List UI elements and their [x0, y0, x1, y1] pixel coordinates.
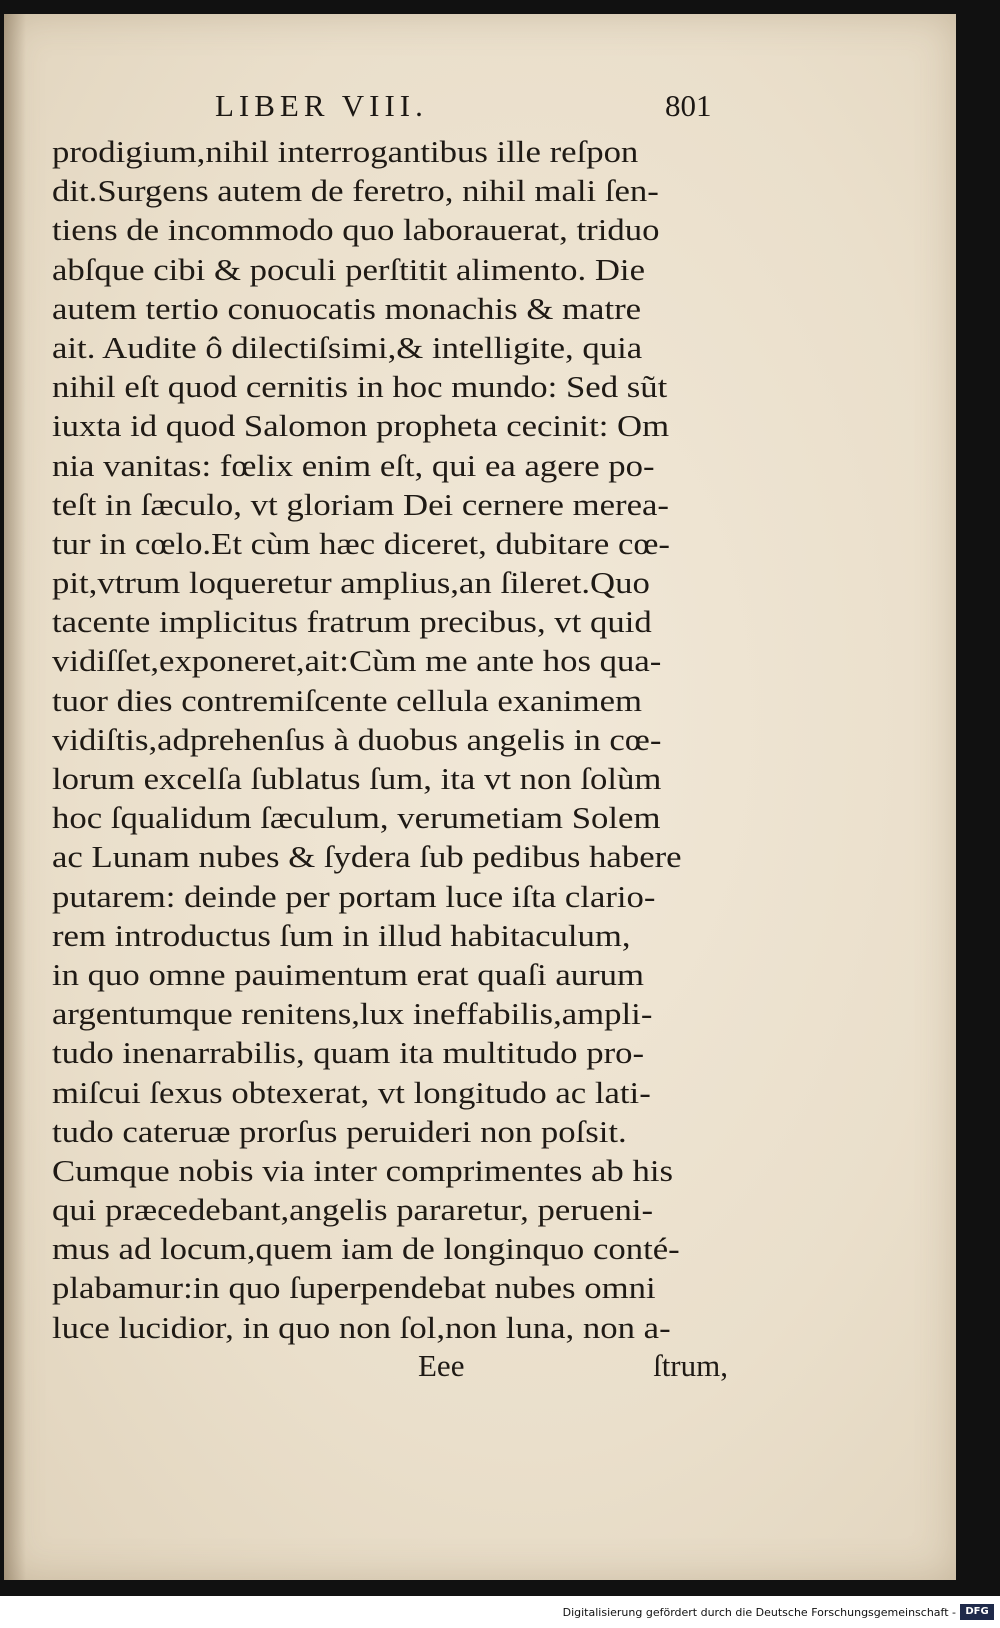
- funding-credit: Digitalisierung gefördert durch die Deutsche Forschungsgemeinschaft -: [562, 1606, 956, 1619]
- text-line: hoc ſqualidum ſæculum, verumetiam Solem: [52, 800, 661, 836]
- text-line: putarem: deinde per portam luce iſta clario-: [52, 878, 656, 914]
- text-line: luce lucidior, in quo non ſol,non luna, non a-: [52, 1309, 671, 1345]
- text-line: plabamur:in quo ſuperpendebat nubes omni: [52, 1270, 656, 1306]
- text-line: vidiſſet,exponeret,ait:Cùm me ante hos qua-: [52, 643, 662, 679]
- text-line: mus ad locum,quem iam de longinquo conté-: [52, 1231, 680, 1267]
- text-line: ac Lunam nubes & ſydera ſub pedibus habere: [52, 839, 682, 875]
- text-line: prodigium,nihil interrogantibus ille reſpon: [52, 134, 639, 169]
- text-line: tiens de incommodo quo laborauerat, triduo: [52, 212, 660, 248]
- text-line: dit.Surgens autem de feretro, nihil mali ſen-: [52, 173, 659, 209]
- text-line: Cumque nobis via inter comprimentes ab his: [52, 1152, 674, 1188]
- dfg-logo-icon: [960, 1604, 994, 1620]
- text-line: iuxta id quod Salomon propheta cecinit: Om: [52, 408, 670, 444]
- dfg-logo-label: DFG: [965, 1606, 989, 1617]
- text-line: nihil eſt quod cernitis in hoc mundo: Sed sũt: [52, 369, 668, 405]
- text-line: autem tertio conuocatis monachis & matre: [52, 290, 642, 326]
- text-line: tur in cœlo.Et cùm hæc diceret, dubitare cœ-: [52, 525, 670, 561]
- digitization-credit-bar: [0, 1596, 1000, 1628]
- text-line: teſt in ſæculo, vt gloriam Dei cernere merea-: [52, 486, 669, 522]
- text-line: tuor dies contremiſcente cellula exanimem: [52, 682, 643, 718]
- text-line: tacente implicitus fratrum precibus, vt quid: [52, 604, 652, 640]
- page-gutter-shadow: [4, 14, 26, 1580]
- text-line: ait. Audite ô dilectiſsimi,& intelligite, quia: [52, 329, 643, 365]
- catchword: ſtrum,: [653, 1348, 728, 1383]
- text-line: nia vanitas: fœlix enim eſt, qui ea agere po-: [52, 447, 655, 483]
- signature-mark: Eee: [418, 1348, 465, 1383]
- running-title: LIBER VIII.: [215, 88, 428, 123]
- folio-number: 801: [665, 88, 712, 123]
- text-line: vidiſtis,adprehenſus à duobus angelis in cœ-: [52, 721, 662, 757]
- text-line: qui præcedebant,angelis pararetur, perueni-: [52, 1192, 654, 1228]
- page-footer-line: [418, 1346, 728, 1386]
- text-line: argentumque renitens,lux ineffabilis,ampli-: [52, 996, 653, 1032]
- body-text: [52, 132, 732, 1347]
- text-line: pit,vtrum loqueretur amplius,an ſileret.Quo: [52, 565, 650, 601]
- text-line: in quo omne pauimentum erat quaſi aurum: [52, 956, 645, 992]
- text-line: rem introductus ſum in illud habitaculum,: [52, 917, 631, 953]
- text-line: lorum excelſa ſublatus ſum, ita vt non ſolùm: [52, 761, 662, 796]
- text-line: miſcui ſexus obtexerat, vt longitudo ac lati-: [52, 1074, 651, 1110]
- text-line: tudo cateruæ prorſus peruideri non poſsit.: [52, 1113, 627, 1149]
- text-line: tudo inenarrabilis, quam ita multitudo pro-: [52, 1035, 645, 1071]
- text-line: abſque cibi & poculi perſtitit alimento. Die: [52, 251, 645, 287]
